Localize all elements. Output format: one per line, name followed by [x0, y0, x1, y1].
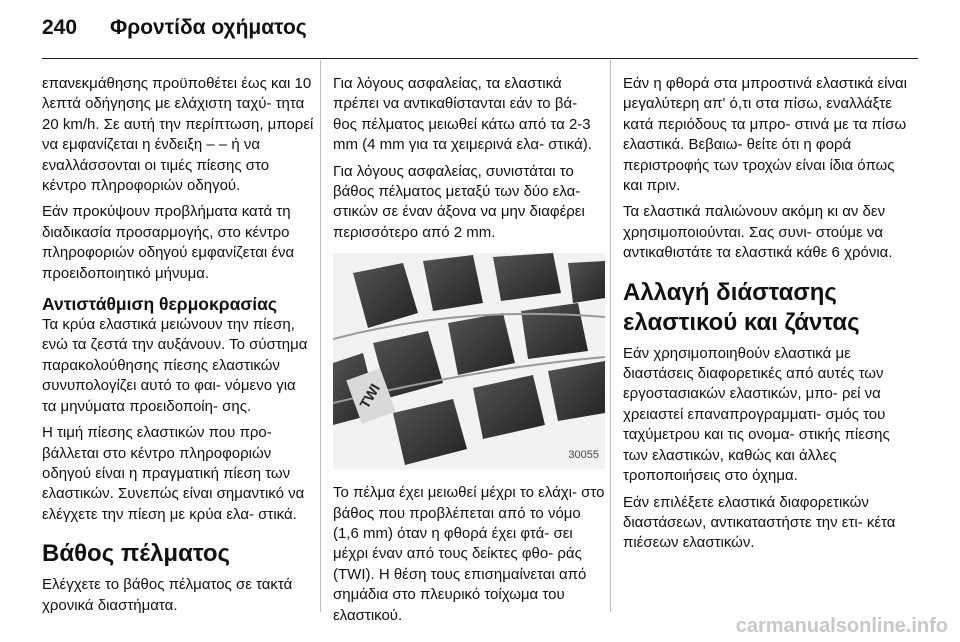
- paragraph: Το πέλμα έχει μειωθεί μέχρι το ελάχι- στο βάθος που προβλέπεται από το νόμο (1,6 mm) όταν η φθορά έχει φτά- σει μέχρι έναν από τους δείκτες φθο- ράς (TWI). Η θέση τους επισημαίνεται από σημάδια στο πλευρικό τοίχωμα του ελαστικού.: [333, 484, 605, 624]
- heading-tire-size-change: Αλλαγή διάστασης ελαστικού και ζάντας: [623, 278, 860, 336]
- tire-tread-icon: [333, 253, 605, 469]
- page-number: 240: [42, 16, 78, 39]
- watermark: carmanualsonline.info: [735, 615, 948, 637]
- heading-tread-depth: Βάθος πέλματος: [42, 540, 231, 568]
- paragraph: Η τιμή πίεσης ελαστικών που προ- βάλλεται στο κέντρο πληροφοριών οδηγού είναι η πραγματική πίεση των ελαστικών. Συνεπώς είναι σημαντικό να ελέγχετε την πίεση με κρύα ελα- στικά.: [42, 424, 305, 523]
- paragraph: Εάν χρησιμοποιηθούν ελαστικά με διαστάσεις διαφορετικές από αυτές των εργοστασιακών ελαστικών, μπο- ρεί να χρειαστεί επαναπρογραμματι- σμός του ταχύμετρου και τις ονομα- στικής πίεσης των ελαστικών, καθώς και άλλες τροποποιήσεις στο όχημα.: [623, 344, 890, 485]
- column-divider: [610, 60, 611, 612]
- header-rule: [42, 58, 918, 59]
- heading-temperature-compensation: Αντιστάθμιση θερμοκρασίας: [42, 294, 278, 315]
- paragraph: Εάν προκύψουν προβλήματα κατά τη διαδικασία προσαρμογής, στο κέντρο πληροφοριών οδηγού εμφανίζεται ένα προειδοποιητικό μήνυμα.: [42, 203, 295, 282]
- column-3: [623, 74, 913, 560]
- paragraph: επανεκμάθησης προϋποθέτει έως και 10 λεπτά οδήγησης με ελάχιστη ταχύ- τητα 20 km/h. Σε αυτή την περίπτωση, μπορεί να εμφανίζεται η ένδειξη – – ή να εναλλάσσονται οι τιμές πίεσης στο κέντρο πληροφοριών οδηγού.: [42, 75, 314, 195]
- paragraph: Για λόγους ασφαλείας, συνιστάται το βάθος πέλματος μεταξύ των δύο ελα- στικών σε έναν άξονα να μην διαφέρει περισσότερο από 2 mm.: [333, 162, 585, 241]
- column-1: [42, 74, 314, 622]
- column-divider: [320, 60, 321, 612]
- paragraph: Τα κρύα ελαστικά μειώνουν την πίεση, ενώ τα ζεστά την αυξάνουν. Το σύστημα παρακολούθησης πίεσης ελαστικών συνυπολογίζει αυτό το φαι- νόμενο για τα μηνύματα προειδοποίη- σης.: [42, 316, 308, 415]
- paragraph: Εάν η φθορά στα μπροστινά ελαστικά είναι μεγαλύτερη απ' ό,τι στα πίσω, εναλλάξτε κατά περιόδους τα μπρο- στινά με τα πίσω ελαστικά. Βεβαιω- θείτε ότι η φορά περιστροφής των τροχών είναι ίδια όπως και πριν.: [623, 75, 907, 195]
- paragraph: Τα ελαστικά παλιώνουν ακόμη κι αν δεν χρησιμοποιούνται. Σας συνι- στούμε να αντικαθιστάτε τα ελαστικά κάθε 6 χρόνια.: [623, 203, 893, 262]
- column-2: [333, 74, 605, 632]
- page-header: [42, 12, 918, 52]
- section-title: Φροντίδα οχήματος: [110, 16, 307, 39]
- figure-code: 30055: [568, 448, 599, 461]
- paragraph: Για λόγους ασφαλείας, τα ελαστικά πρέπει να αντικαθίστανται εάν το βά- θος πέλματος μειωθεί κάτω από τα 2-3 mm (4 mm για τα χειμερινά ελα- στικά).: [333, 75, 592, 154]
- twi-label: TWI: [356, 381, 383, 412]
- tire-tread-illustration: [333, 253, 605, 469]
- paragraph: Ελέγχετε το βάθος πέλματος σε τακτά χρονικά διαστήματα.: [42, 576, 293, 614]
- paragraph: Εάν επιλέξετε ελαστικά διαφορετικών διαστάσεων, αντικαταστήστε την ετι- κέτα πιέσεων ελαστικών.: [623, 493, 896, 552]
